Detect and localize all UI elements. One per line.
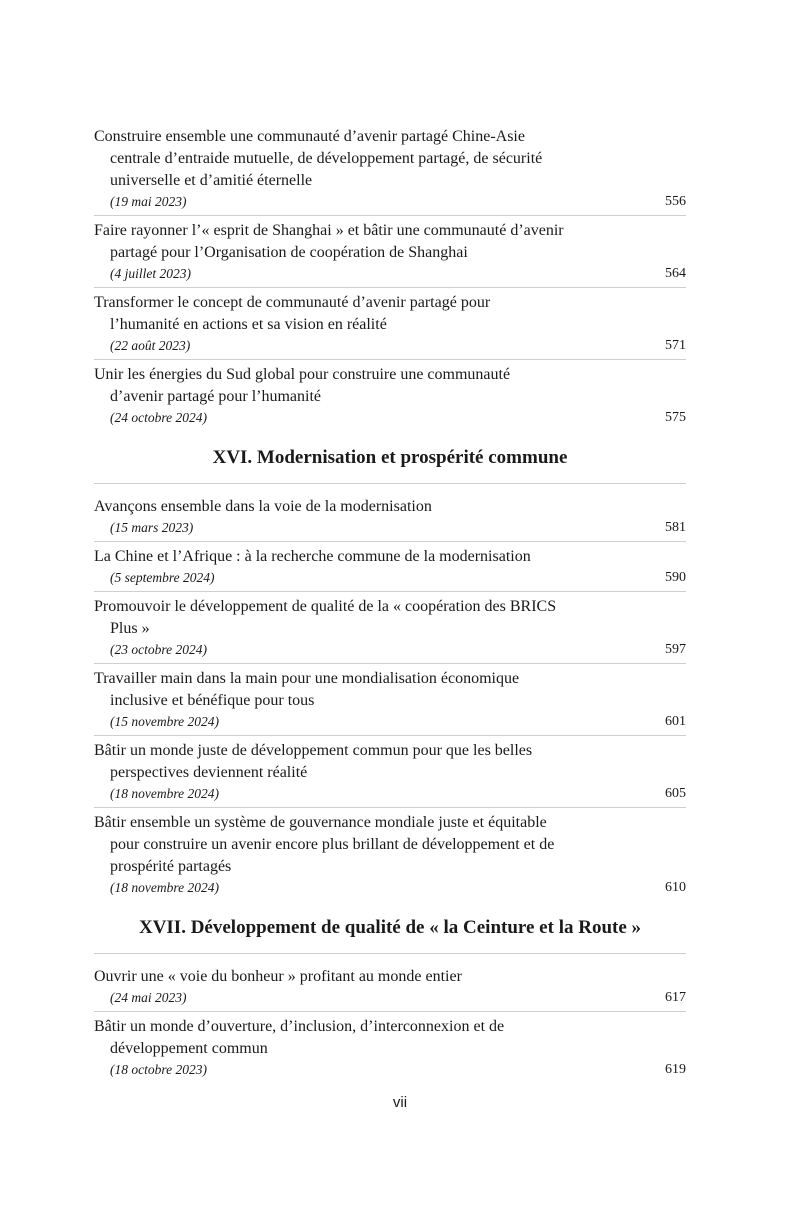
toc-entry[interactable] — [94, 1016, 686, 1083]
entry-title-line: Unir les énergies du Sud global pour construire une communauté — [94, 366, 511, 383]
entry-title-line: développement commun — [110, 1040, 268, 1057]
entry-meta — [94, 408, 686, 428]
entry-title-line: Construire ensemble une communauté d’avenir partagé Chine-Asie — [94, 128, 525, 145]
entry-title-line: Ouvrir une « voie du bonheur » profitant au monde entier — [94, 968, 462, 985]
section-heading: XVII. Développement de qualité de « la Ceinture et la Route » — [94, 915, 686, 954]
toc-entry[interactable] — [94, 364, 686, 431]
entry-title-line: universelle et d’amitié éternelle — [110, 172, 313, 189]
entry-page-number: 564 — [665, 266, 686, 281]
page-number: vii — [392, 1094, 408, 1111]
entry-date: (15 mars 2023) — [110, 520, 194, 535]
entry-meta — [94, 1060, 686, 1080]
toc-entry[interactable] — [94, 292, 686, 360]
entry-page-number: 581 — [665, 520, 686, 535]
entry-date: (18 octobre 2023) — [110, 1062, 207, 1077]
entry-page-number: 590 — [665, 570, 686, 585]
entry-date: (19 mai 2023) — [110, 194, 187, 209]
entry-meta — [94, 988, 686, 1008]
entry-page-number: 556 — [665, 194, 686, 209]
toc-entry[interactable] — [94, 740, 686, 808]
entry-title — [94, 546, 686, 568]
entry-page-number: 605 — [665, 786, 686, 801]
entry-page-number: 619 — [665, 1062, 686, 1077]
entry-title-line: perspectives deviennent réalité — [110, 764, 308, 781]
entry-meta — [94, 784, 686, 804]
entry-date: (24 octobre 2024) — [110, 410, 207, 425]
entry-title — [94, 966, 686, 988]
entry-page-number: 617 — [665, 990, 686, 1005]
entry-date: (24 mai 2023) — [110, 990, 187, 1005]
toc-entry[interactable] — [94, 966, 686, 1012]
entry-date: (4 juillet 2023) — [110, 266, 191, 281]
toc-entry[interactable] — [94, 812, 686, 901]
toc-entry[interactable] — [94, 126, 686, 216]
entry-page-number: 610 — [665, 880, 686, 895]
entry-title-line: Transformer le concept de communauté d’avenir partagé pour — [94, 294, 491, 311]
entry-title — [94, 126, 686, 192]
entry-title-line: Bâtir un monde d’ouverture, d’inclusion, d’interconnexion et de — [94, 1018, 505, 1035]
entry-date: (23 octobre 2024) — [110, 642, 207, 657]
entry-title — [94, 596, 686, 640]
entry-title — [94, 496, 686, 518]
entry-title — [94, 292, 686, 336]
entry-title — [94, 220, 686, 264]
entry-title-line: l’humanité en actions et sa vision en réalité — [110, 316, 387, 333]
entry-meta — [94, 712, 686, 732]
entry-title — [94, 364, 686, 408]
entry-title-line: Travailler main dans la main pour une mondialisation économique — [94, 670, 520, 687]
toc-entry[interactable] — [94, 546, 686, 592]
entry-date: (18 novembre 2024) — [110, 880, 219, 895]
entry-meta — [94, 640, 686, 660]
entry-title-line: prospérité partagés — [110, 858, 232, 875]
entry-title — [94, 1016, 686, 1060]
entry-title-line: Plus » — [110, 620, 150, 637]
toc-entry[interactable] — [94, 668, 686, 736]
entry-title — [94, 812, 686, 878]
entry-meta — [94, 568, 686, 588]
entry-title-line: inclusive et bénéfique pour tous — [110, 692, 315, 709]
toc-entry[interactable] — [94, 220, 686, 288]
entry-page-number: 571 — [665, 338, 686, 353]
entry-title-line: Avançons ensemble dans la voie de la modernisation — [94, 498, 432, 515]
entry-page-number: 601 — [665, 714, 686, 729]
entry-title — [94, 740, 686, 784]
entry-title-line: d’avenir partagé pour l’humanité — [110, 388, 322, 405]
section-heading: XVI. Modernisation et prospérité commune — [94, 445, 686, 484]
entry-page-number: 597 — [665, 642, 686, 657]
entry-date: (15 novembre 2024) — [110, 714, 219, 729]
entry-meta — [94, 518, 686, 538]
entry-title-line: pour construire un avenir encore plus brillant de développement et de — [110, 836, 555, 853]
entry-title-line: centrale d’entraide mutuelle, de développement partagé, de sécurité — [110, 150, 543, 167]
toc-entry[interactable] — [94, 596, 686, 664]
entry-title — [94, 668, 686, 712]
table-of-contents — [94, 126, 686, 1087]
entry-title-line: partagé pour l’Organisation de coopération de Shanghai — [110, 244, 468, 261]
entry-page-number: 575 — [665, 410, 686, 425]
toc-entry[interactable] — [94, 496, 686, 542]
entry-date: (22 août 2023) — [110, 338, 191, 353]
entry-title-line: Faire rayonner l’« esprit de Shanghai » et bâtir une communauté d’avenir — [94, 222, 564, 239]
entry-meta — [94, 192, 686, 212]
entry-title-line: La Chine et l’Afrique : à la recherche commune de la modernisation — [94, 548, 531, 565]
entry-date: (5 septembre 2024) — [110, 570, 215, 585]
entry-meta — [94, 878, 686, 898]
entry-title-line: Bâtir ensemble un système de gouvernance mondiale juste et équitable — [94, 814, 547, 831]
entry-title-line: Promouvoir le développement de qualité de la « coopération des BRICS — [94, 598, 557, 615]
entry-meta — [94, 336, 686, 356]
entry-meta — [94, 264, 686, 284]
entry-title-line: Bâtir un monde juste de développement commun pour que les belles — [94, 742, 533, 759]
entry-date: (18 novembre 2024) — [110, 786, 219, 801]
